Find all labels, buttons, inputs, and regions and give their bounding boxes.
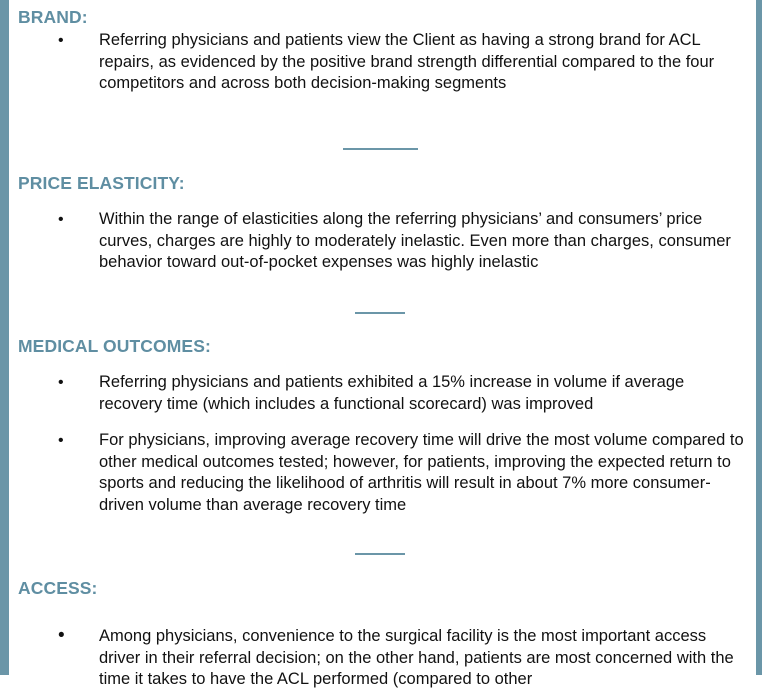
bullet-icon: • <box>58 374 64 391</box>
section-divider <box>355 553 405 555</box>
section-heading-medical-outcomes: MEDICAL OUTCOMES: <box>18 336 211 356</box>
bullet-text-brand-1: Referring physicians and patients view the Client as having a strong brand for ACL repairs, as evidenced by the positive brand strength differential compared to the four competitors and across both decision-making segments <box>99 31 715 92</box>
bullet-icon: • <box>58 211 64 228</box>
section-heading-brand: BRAND: <box>18 7 88 27</box>
section-divider <box>355 312 405 314</box>
section-heading-price-elasticity: PRICE ELASTICITY: <box>18 173 185 193</box>
section-divider <box>343 148 418 150</box>
section-heading-access: ACCESS: <box>18 578 98 598</box>
page-border-right <box>756 0 762 675</box>
bullet-text-medical-outcomes-2: For physicians, improving average recovery time will drive the most volume compared to other medical outcomes tested; however, for patients, improving the expected return to sports and reducing the likelihood of arthritis will result in about 7% more consumer-driven volume than average recovery time <box>99 431 744 514</box>
bullet-text-access-1: Among physicians, convenience to the surgical facility is the most important access driver in their referral decision; on the other hand, patients are most concerned with the time it takes to have the ACL performed (compared to other <box>99 627 734 688</box>
bullet-text-price-elasticity-1: Within the range of elasticities along the referring physicians’ and consumers’ price curves, charges are highly to moderately inelastic. Even more than charges, consumer behavior toward out-of-pocket expenses was highly inelastic <box>99 210 731 271</box>
bullet-icon: • <box>58 625 65 646</box>
page-border-left <box>0 0 9 675</box>
bullet-text-medical-outcomes-1: Referring physicians and patients exhibited a 15% increase in volume if average recovery time (which includes a functional scorecard) was improved <box>99 373 685 413</box>
bullet-icon: • <box>58 432 64 449</box>
bullet-icon: • <box>58 32 64 49</box>
